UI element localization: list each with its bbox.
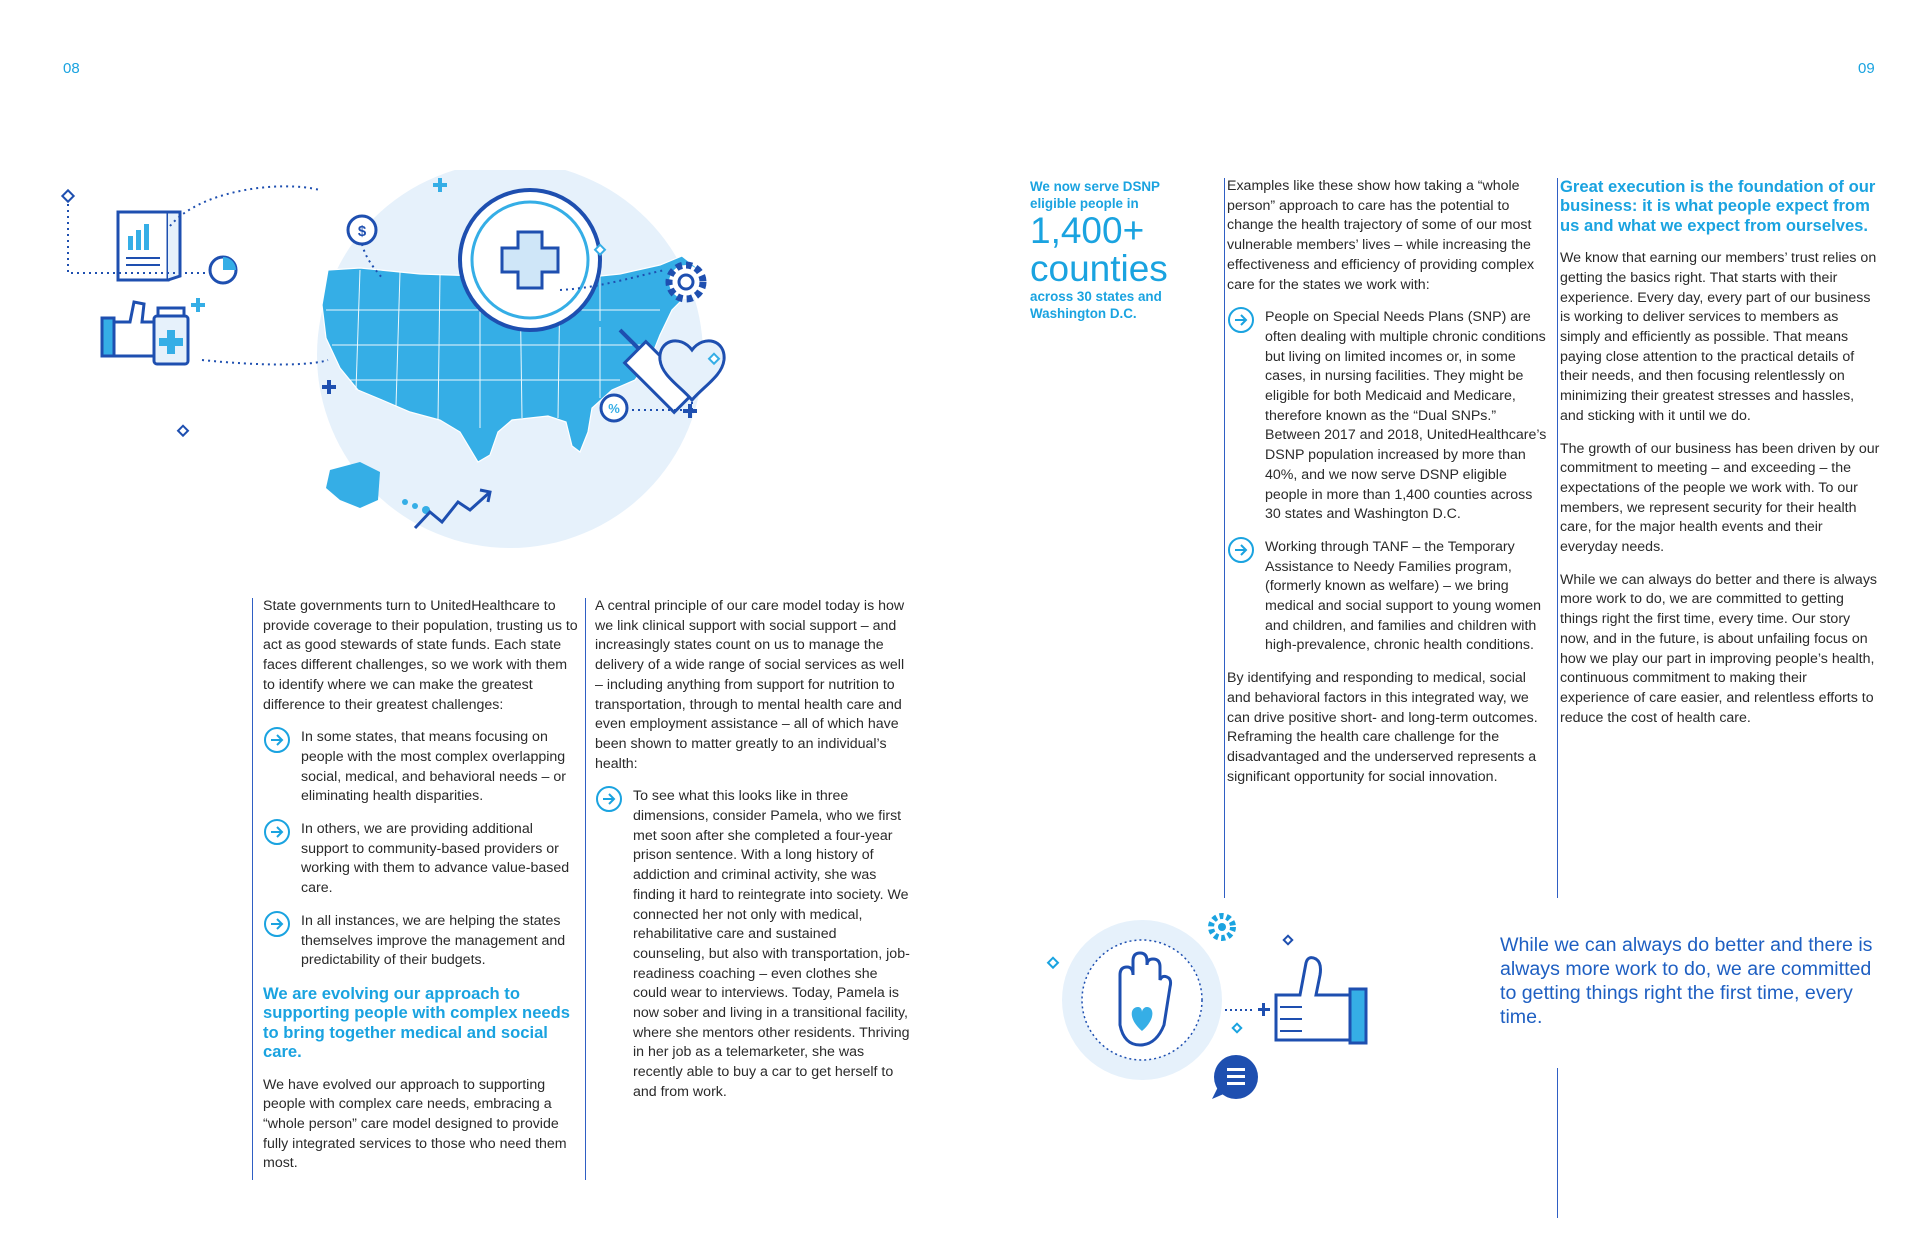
arrow-right-circle-icon (1227, 536, 1255, 564)
col3-bullet (1227, 308, 1547, 525)
arrow-right-circle-icon (595, 785, 623, 813)
column-rule-4 (1557, 178, 1558, 898)
pull-quote: While we can always do better and there is always more work to do, we are committed to getting things right the first time, every time. (1500, 934, 1873, 1028)
care-hand-illustration (1040, 905, 1420, 1115)
column-rule-5 (1557, 1068, 1558, 1218)
gear-icon (669, 265, 703, 299)
col2-bullet-text: To see what this looks like in three dimensions, consider Pamela, who we first met soon after she completed a four-year prison sentence. With a long history of addiction and criminal activity, she was finding it hard to reintegrate into society. We connected her not only with medical, rehabilitative care and sustained counseling, but also with transportation, job-readiness coaching – even clothes she could wear to interviews. Today, Pamela is now sober and living in a transitional facility, where she mentors other residents. Thriving in her job as a telemarketer, she was recently able to buy a car to get herself to and from work. (633, 788, 910, 1100)
stat-big-number: 1,400+ counties (1030, 210, 1168, 289)
alaska-shape (326, 462, 380, 508)
column-rule-1 (252, 598, 253, 1180)
column-2 (595, 597, 910, 1116)
col3-bullet-text: People on Special Needs Plans (SNP) are often dealing with multiple chronic conditions but living on limited incomes or, in some cases, in nursing facilities. They might be eligible for both Medicaid and Medicare, therefore known as the “Dual SNPs.” Between 2017 and 2018, UnitedHealthcare’s DSNP population increased by more than 40%, and we now serve DSNP eligible people in more than 1,400 counties across 30 states and Washington D.C. (1265, 309, 1547, 523)
arrow-right-circle-icon (1227, 306, 1255, 334)
page-number-left: 08 (63, 60, 80, 77)
col1-heading: We are evolving our approach to supporting people with complex needs to bring together medical and social care. (263, 983, 571, 1062)
col1-bullet (263, 728, 578, 807)
thumbs-up-bottle-icon (102, 302, 188, 364)
column-1 (263, 597, 578, 1187)
column-4 (1560, 177, 1880, 741)
percent-icon (601, 395, 627, 421)
col1-outro: We have evolved our approach to supporting people with complex care needs, embracing a “whole person” care model designed to provide fully integrated services to those who need them most. (263, 1076, 567, 1172)
svg-text:%: % (608, 401, 620, 416)
arrow-right-circle-icon (263, 818, 291, 846)
arrow-right-circle-icon (263, 910, 291, 938)
menu-bubble-icon (1212, 1055, 1258, 1099)
thumbs-up-icon (1276, 958, 1366, 1043)
svg-text:$: $ (357, 223, 367, 240)
col1-bullet-text: In all instances, we are helping the states themselves improve the management and predictability of their budgets. (301, 912, 566, 969)
col2-bullet (595, 787, 910, 1102)
arrow-right-circle-icon (263, 726, 291, 754)
us-map-illustration (60, 170, 900, 570)
stat-post: across 30 states and Washington D.C. (1030, 289, 1162, 321)
column-rule-2 (585, 598, 586, 1180)
col3-bullet (1227, 538, 1547, 656)
col2-intro: A central principle of our care model today is how we link clinical support with social support – and increasingly states count on us to manage the delivery of a wide range of social services as well – including anything from support for nutrition to transportation, through to mental health care and even employment assistance – all of which have been shown to matter greatly to an individual’s health: (595, 598, 905, 772)
column-3 (1227, 177, 1547, 800)
dollar-coin-icon (348, 216, 376, 244)
col4-heading: Great execution is the foundation of our business: it is what people expect from us and what we expect from ourselves. (1560, 177, 1876, 235)
col1-bullet-text: In some states, that means focusing on people with the most complex overlapping social, medical, and behavioral needs – or eliminating health disparities. (301, 729, 566, 805)
report-document-icon (118, 212, 180, 280)
col4-paragraph: We know that earning our members’ trust relies on getting the basics right. That starts with their experience. Every day, every part of our business is working to deliver services to members as simply and efficiently as possible. That means paying close attention to the practical details of their needs, and then focusing relentlessly on minimizing their greatest stresses and hassles, and sticking with it until we do. (1560, 250, 1877, 424)
col1-intro: State governments turn to UnitedHealthcare to provide coverage to their population, trusting us to act as good stewards of state funds. Each state faces different challenges, so we work with them to identify where we can make the greatest difference to their greatest challenges: (263, 598, 578, 713)
col3-intro: Examples like these show how taking a “whole person” approach to care has the potential to change the health trajectory of some of our most vulnerable members’ lives – while increasing the effectiveness and efficiency of providing complex care for the states we work with: (1227, 178, 1535, 293)
pie-chart-icon (210, 257, 236, 283)
col1-bullet (263, 912, 578, 971)
stat-pre: We now serve DSNP eligible people in (1030, 179, 1160, 211)
col3-outro: By identifying and responding to medical, social and behavioral factors in this integrated way, we can drive positive short- and long-term outcomes. Reframing the health care challenge for the disadvantaged and the underserved represents a significant opportunity for social innovation. (1227, 670, 1538, 785)
stat-callout (1030, 178, 1180, 322)
col4-paragraph: While we can always do better and there is always more work to do, we are committed to getting things right the first time, every time. Our story now, and in the future, is about unfailing focus on how we play our part in improving people’s health, continuous commitment to making their experience of care easier, and relentless efforts to reduce the cost of health care. (1560, 571, 1878, 726)
page-number-right: 09 (1858, 60, 1875, 77)
column-rule-3 (1224, 178, 1225, 898)
col1-bullet-text: In others, we are providing additional support to community-based providers or working with them to advance value-based care. (301, 821, 570, 897)
col1-bullet (263, 820, 578, 899)
col3-bullet-text: Working through TANF – the Temporary Assistance to Needy Families program, (formerly known as welfare) – we bring medical and social support to young women and children, and families and children with high-prevalence, chronic health conditions. (1265, 538, 1542, 654)
col4-paragraph: The growth of our business has been driven by our commitment to meeting – and exceeding – the expectations of the people we work with. To our members, we represent security for their health care, for the major health events and their everyday needs. (1560, 440, 1880, 556)
